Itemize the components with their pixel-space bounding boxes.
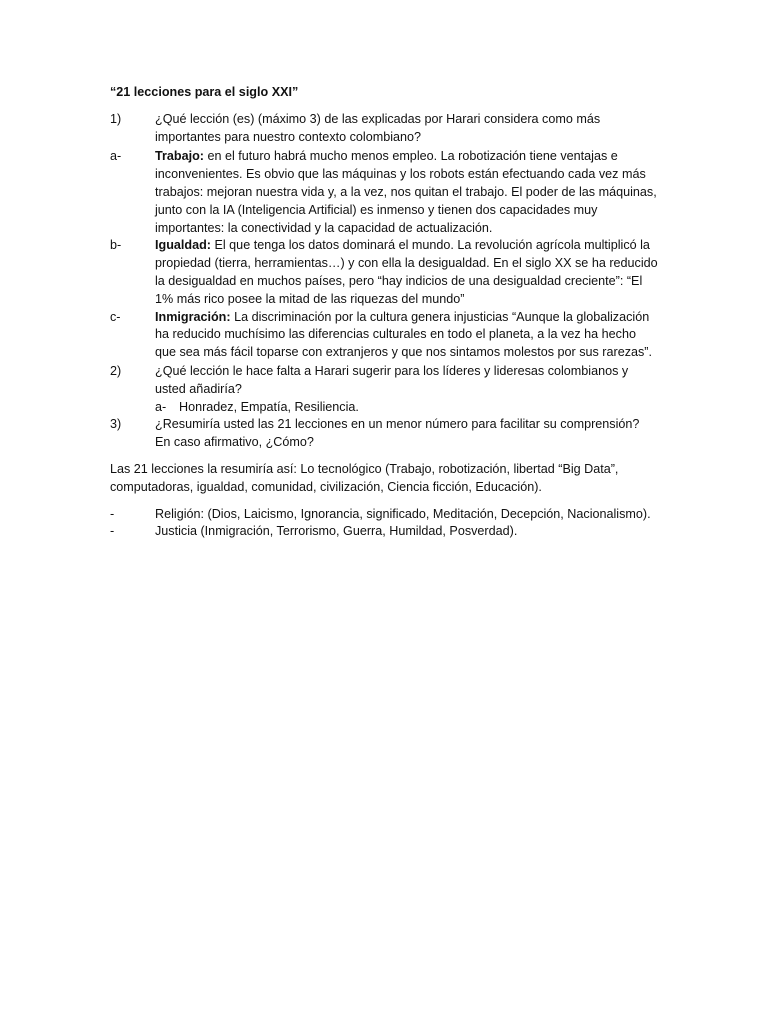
question-1-number: 1) xyxy=(110,111,122,126)
lesson-marker: c- xyxy=(110,309,121,324)
summary-paragraph: Las 21 lecciones la resumiría así: Lo tecnológico (Trabajo, robotización, libertad “Big Data”, computadoras, igualdad, comunidad, civilización, Ciencia ficción, Educación). xyxy=(110,461,619,494)
dash-marker: - xyxy=(110,506,115,521)
lesson-description: La discriminación por la cultura genera injusticias “Aunque la globalización ha reducido muchísimo las diferencias culturales en todo el planeta, a la vez ha hecho que sea más fácil toparse con extranjeros y que nos sintamos molestos por sus rarezas”. xyxy=(155,309,652,360)
question-3-number: 3) xyxy=(110,417,122,432)
lesson-description: en el futuro habrá mucho menos empleo. La robotización tiene ventajas e inconvenientes. Es obvio que las máquinas y los robots están efectuando cada vez más trabajos: mejoran nuestra vida y, a la vez, nos quitan el trabajo. El poder de las máquinas, junto con la IA (Inteligencia Artificial) es inmenso y tienen dos capacidades muy importantes: la conectividad y la capacidad de actualización. xyxy=(155,149,657,235)
lesson-description: El que tenga los datos dominará el mundo. La revolución agrícola multiplicó la propiedad (tierra, herramientas…) y con ella la desigualdad. En el siglo XX se ha reducido la desigualdad en muchos países, pero “hay indicios de una desigualdad creciente”: “El 1% más rico posee la mitad de las riquezas del mundo” xyxy=(155,238,658,306)
dash-marker: - xyxy=(110,524,115,539)
lesson-item-trabajo xyxy=(110,148,658,237)
question-3-text: ¿Resumiría usted las 21 lecciones en un menor número para facilitar su comprensión? En caso afirmativo, ¿Cómo? xyxy=(155,417,640,450)
answer-text: Honradez, Empatía, Resiliencia. xyxy=(179,399,359,414)
group-item-justicia xyxy=(110,523,658,541)
question-2-number: 2) xyxy=(110,363,122,378)
question-1 xyxy=(110,111,658,147)
group-text: Religión: (Dios, Laicismo, Ignorancia, significado, Meditación, Decepción, Nacionalismo). xyxy=(155,506,651,521)
lesson-label: Trabajo: xyxy=(155,149,204,164)
lesson-label: Inmigración: xyxy=(155,309,231,324)
question-2 xyxy=(110,363,658,416)
group-item-religion xyxy=(110,506,658,524)
document-title: “21 lecciones para el siglo XXI” xyxy=(110,85,299,99)
group-text: Justicia (Inmigración, Terrorismo, Guerra, Humildad, Posverdad). xyxy=(155,524,518,539)
lesson-item-igualdad xyxy=(110,237,658,308)
lesson-marker: b- xyxy=(110,238,122,253)
question-3 xyxy=(110,416,658,452)
lesson-text xyxy=(155,237,658,308)
question-2-text: ¿Qué lección le hace falta a Harari sugerir para los líderes y lideresas colombianos y usted añadiría? xyxy=(155,363,629,396)
lesson-item-inmigracion xyxy=(110,309,658,362)
lesson-marker: a- xyxy=(110,149,122,164)
document-content xyxy=(110,84,658,541)
question-2-answer xyxy=(155,399,658,417)
lesson-label: Igualdad: xyxy=(155,238,211,253)
answer-marker: a- xyxy=(155,399,167,414)
question-1-text: ¿Qué lección (es) (máximo 3) de las explicadas por Harari considera como más importantes para nuestro contexto colombiano? xyxy=(155,111,601,144)
lesson-text xyxy=(155,148,658,237)
question-2-body xyxy=(155,363,658,416)
lesson-text xyxy=(155,309,658,362)
